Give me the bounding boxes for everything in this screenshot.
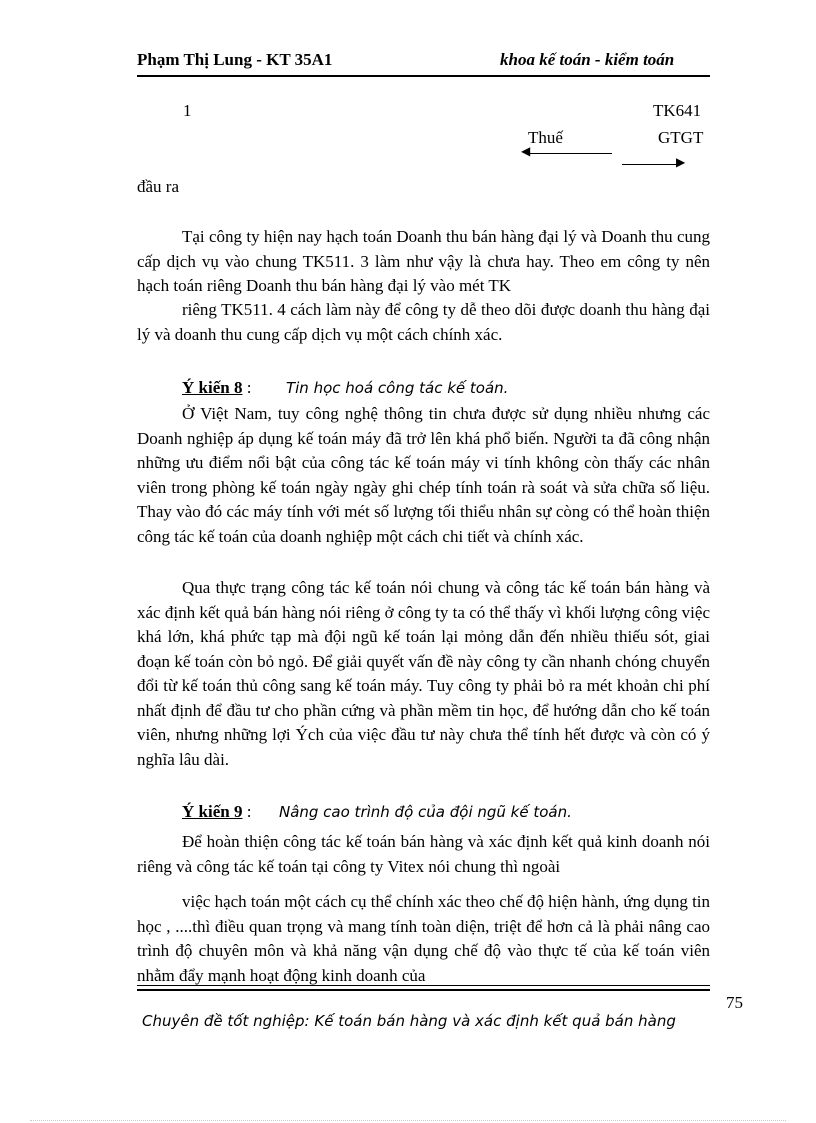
footer-caption: Chuyên đề tốt nghiệp: Kế toán bán hàng và xác định kết quả bán hàng <box>142 1012 676 1030</box>
kien-9-title: Nâng cao trình độ của đội ngũ kế toán. <box>278 803 572 821</box>
heading-kien-8 <box>137 376 710 401</box>
kien-8-label: Ý kiến 8 <box>182 378 243 397</box>
paragraph-5: việc hạch toán một cách cụ thể chính xác theo chế độ hiện hành, ứng dụng tin học , ....thì điều quan trọng và mang tính toàn diện, triệt để hơn cả là phải nâng cao trình độ chuyên môn và khả năng vận dụng chế độ vào thực tế của kế toán viên nhằm đẩy mạnh hoạt động kinh doanh của <box>137 892 711 985</box>
paragraph-1b: riêng TK511. 4 cách làm này để công ty dễ theo dõi được doanh thu hàng đại lý và doanh thu cung cấp dịch vụ một cách chính xác. <box>137 300 710 344</box>
header-rule <box>137 75 710 77</box>
page-number: 75 <box>726 993 743 1012</box>
footer-rule-thin <box>137 985 710 986</box>
diagram-label-right: GTGT <box>658 128 704 147</box>
kien-9-label: Ý kiến 9 <box>182 802 243 821</box>
paragraph-4: Để hoàn thiện công tác kế toán bán hàng và xác định kết quả kinh doanh nói riêng và công tác kế toán tại công ty Vitex nói chung thì ngoài <box>137 832 710 876</box>
header-department: khoa kế toán - kiểm toán <box>500 50 675 69</box>
paragraph-1: Tại công ty hiện nay hạch toán Doanh thu bán hàng đại lý và Doanh thu cung cấp dịch vụ vào chung TK511. 3 làm như vậy là chưa hay. Theo em công ty nên hạch toán riêng Doanh thu bán hàng đại lý vào mét TK <box>137 227 710 295</box>
header-author: Phạm Thị Lung - KT 35A1 <box>137 50 333 69</box>
paragraph-3: Qua thực trạng công tác kế toán nói chung và công tác kế toán bán hàng và xác định kết quả bán hàng nói riêng ở công ty ta có thể thấy vì khối lượng công việc khá lớn, khá phức tạp mà đội ngũ kế toán lại mỏng dẫn đến nhiều thiếu sót, giai đoạn kế toán còn bỏ ngỏ. Để giải quyết vấn đề này công ty cần nhanh chóng chuyển đổi từ kế toán thủ công sang kế toán máy. Tuy công ty phải bỏ ra mét khoản chi phí nhất định để đầu tư cho phần cứng và phần mềm tin học, để hướng dẫn cho kế toán viên, nhưng những lợi Ých của việc đầu tư này chưa thể tính hết được và còn có ý nghĩa lâu dài. <box>137 578 710 769</box>
arrow-left <box>528 153 612 154</box>
diagram-number: 1 <box>183 101 192 120</box>
arrow-left-head-icon: ◀ <box>521 144 531 158</box>
footer-rule-thick <box>137 989 710 991</box>
kien-8-sep: : <box>246 378 252 397</box>
arrow-right <box>622 164 678 165</box>
heading-kien-9 <box>137 800 710 825</box>
diagram-tail: đầu ra <box>137 177 180 196</box>
diagram-label-left: Thuế <box>528 128 563 147</box>
kien-9-sep: : <box>246 802 252 821</box>
arrow-right-head-icon: ▶ <box>676 155 686 169</box>
kien-8-title: Tin học hoá công tác kế toán. <box>285 379 509 397</box>
paragraph-2: Ở Việt Nam, tuy công nghệ thông tin chưa được sử dụng nhiều nhưng các Doanh nghiệp áp dụng kế toán máy đã trở lên khá phổ biến. Người ta đã công nhận những ưu điểm nổi bật của công tác kế toán máy vi tính không còn thấy các nhân viên trong phòng kế toán ngày ngày ghi chép tính toán rà soát và sửa chữa số liệu. Thay vào đó các máy tính với mét số lượng tối thiểu nhân sự còng có thể hoàn thiện công tác kế toán của doanh nghiệp một cách chi tiết và chính xác. <box>137 404 710 546</box>
diagram-account: TK641 <box>653 101 702 120</box>
page-edge-dots <box>30 1120 786 1121</box>
